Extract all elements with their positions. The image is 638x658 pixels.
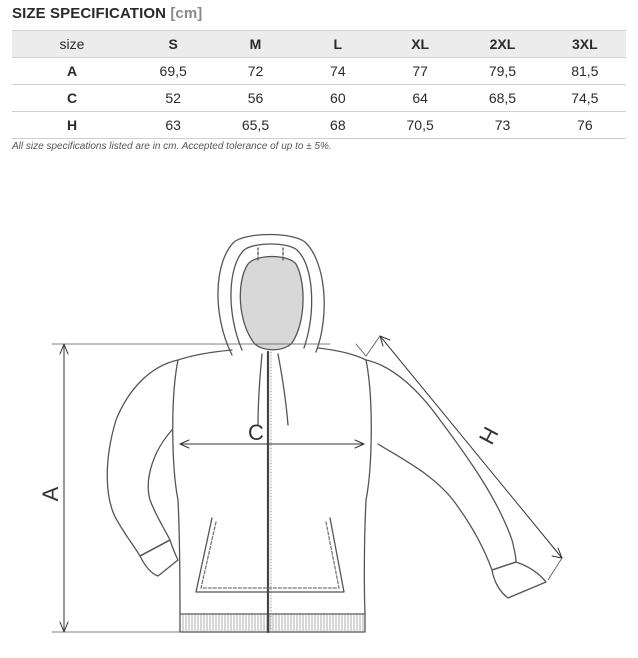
body-outline bbox=[173, 348, 372, 614]
table-cell: 76 bbox=[544, 112, 626, 139]
table-cell: 74,5 bbox=[544, 85, 626, 112]
drawstring-left bbox=[258, 354, 262, 425]
tolerance-note: All size specifications listed are in cm. Accepted tolerance of up to ± 5%. bbox=[12, 141, 332, 152]
size-header-s: S bbox=[132, 31, 214, 58]
right-sleeve bbox=[366, 360, 516, 570]
waistband-rib bbox=[183, 615, 363, 631]
table-cell: 60 bbox=[297, 85, 379, 112]
label-a: A bbox=[38, 486, 63, 502]
table-cell: 63 bbox=[132, 112, 214, 139]
dimension-c bbox=[180, 440, 364, 448]
table-cell: 68 bbox=[297, 112, 379, 139]
table-cell: 81,5 bbox=[544, 58, 626, 85]
table-cell: 69,5 bbox=[132, 58, 214, 85]
table-cell: 72 bbox=[214, 58, 296, 85]
row-label: A bbox=[12, 58, 132, 85]
size-header-l: L bbox=[297, 31, 379, 58]
title-text: SIZE SPECIFICATION bbox=[12, 5, 167, 22]
size-header-xl: XL bbox=[379, 31, 461, 58]
row-label: C bbox=[12, 85, 132, 112]
pocket-stitch bbox=[201, 522, 339, 588]
row-label: H bbox=[12, 112, 132, 139]
size-header-m: M bbox=[214, 31, 296, 58]
right-cuff bbox=[492, 562, 546, 598]
waistband bbox=[180, 614, 365, 632]
table-cell: 70,5 bbox=[379, 112, 461, 139]
table-cell: 73 bbox=[461, 112, 543, 139]
table-cell: 79,5 bbox=[461, 58, 543, 85]
label-c: C bbox=[248, 420, 264, 445]
dimension-h bbox=[356, 336, 562, 580]
left-cuff bbox=[140, 540, 178, 576]
table-cell: 74 bbox=[297, 58, 379, 85]
table-cell: 64 bbox=[379, 85, 461, 112]
title-unit: [cm] bbox=[170, 5, 203, 22]
size-header-2xl: 2XL bbox=[461, 31, 543, 58]
left-sleeve bbox=[107, 360, 178, 556]
table-cell: 77 bbox=[379, 58, 461, 85]
label-h: H bbox=[473, 422, 504, 449]
kangaroo-pocket bbox=[196, 518, 344, 592]
drawstring-right bbox=[278, 354, 288, 425]
size-column-header: size bbox=[12, 31, 132, 58]
dimension-a bbox=[52, 344, 330, 632]
table-cell: 56 bbox=[214, 85, 296, 112]
table-cell: 52 bbox=[132, 85, 214, 112]
hood-lining bbox=[240, 257, 303, 350]
size-header-3xl: 3XL bbox=[544, 31, 626, 58]
table-cell: 65,5 bbox=[214, 112, 296, 139]
table-cell: 68,5 bbox=[461, 85, 543, 112]
